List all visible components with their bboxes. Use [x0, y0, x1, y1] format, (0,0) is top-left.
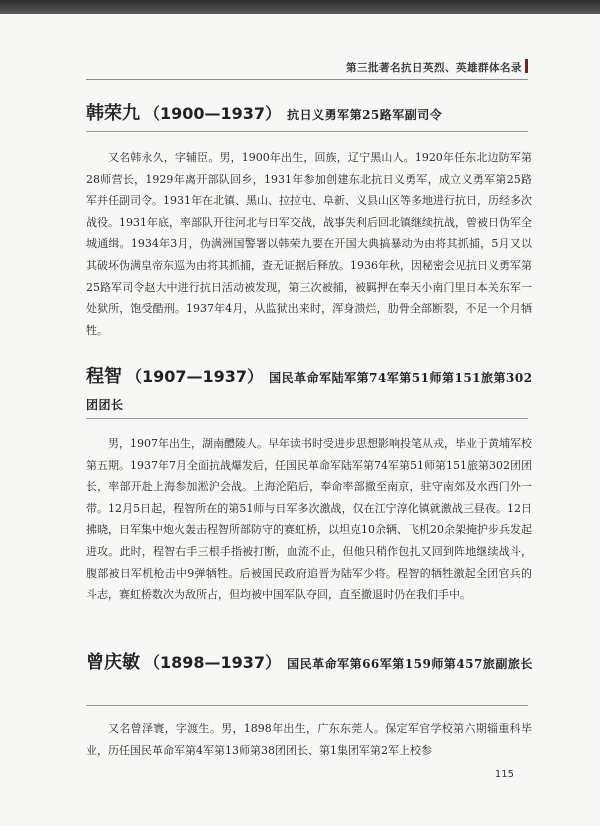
scan-top-edge: [0, 0, 600, 14]
entry-years: （1900—1937）: [144, 104, 282, 123]
entry-years: （1907—1937）: [126, 367, 264, 386]
running-header: 第三批著名抗日英烈、英雄群体名录: [346, 62, 522, 74]
entry-divider: [86, 418, 528, 419]
entry-heading: [86, 364, 536, 418]
entry-divider: [86, 705, 528, 706]
entry-name: 曾庆敏: [86, 652, 140, 673]
entry-heading: [86, 650, 536, 677]
entry-title: 国民革命军陆军第74军第51师第151旅第302团团长: [86, 371, 533, 412]
entry-biography: 又名韩永久，字辅臣。男，1900年出生，回族，辽宁黑山人。1920年任东北边防军第28师营长，1929年离开部队回乡，1931年参加创建东北抗日义勇军，成立义勇军第25路军并任副司令。1931年在北镇、黑山、拉拉屯、阜新、义县山区等多地进行抗日，历经多次战役。1931年底，率部队开往河北与日军交战，战事失利后回北镇继续抗战，曾被日伪军全城通缉。1934年3月，伪满洲国警署以韩荣九要在开国大典搞暴动为由将其抓捕，5月又以其破坏伪满皇帝东巡为由将其抓捕，查无证据后释放。1936年秋，因秘密会见抗日义勇军第25路军司令赵大中进行抗日活动被发现，第三次被捕，被羁押在奉天小南门里日本关东军一处狱所，饱受酷刑。1937年4月，从监狱出来时，浑身溃烂，肋骨全部断裂，不足一个月牺牲。: [86, 151, 532, 337]
entry-heading: [86, 99, 536, 125]
header-accent-mark: [525, 59, 528, 73]
entry-title: 国民革命军第66军第159师第457旅副旅长: [287, 657, 533, 671]
entry-years: （1898—1937）: [144, 653, 282, 672]
header-divider: [86, 79, 528, 80]
entry-biography: 又名曾泽寰，字渡生。男，1898年出生，广东东莞人。保定军官学校第六期辎重科毕业，历任国民革命军第4军第13师第38团团长、第1集团军第2军上校参: [86, 722, 532, 757]
entry-name: 程智: [86, 366, 122, 387]
entry-title: 抗日义勇军第25路军副司令: [287, 108, 443, 122]
entry-name: 韩荣九: [86, 103, 140, 124]
entry-biography: 男，1907年出生，湖南醴陵人。早年读书时受进步思想影响投笔从戎，毕业于黄埔军校第五期。1937年7月全面抗战爆发后，任国民革命军陆军第74军第51师第151旅第302团团长，率部开赴上海参加淞沪会战。上海沦陷后，奉命率部撤至南京，驻守南郊及水西门外一带。12月5日起，程智所在的第51师与日军多次激战，仅在江宁淳化镇就激战三昼夜。12日拂晓，日军集中炮火轰击程智所部防守的赛虹桥，以坦克10余辆、飞机20余架掩护步兵发起进攻。此时，程智右手三根手指被打断，血流不止，但他只稍作包扎又回到阵地继续战斗，腹部被日军机枪击中9弹牺牲。后被国民政府追晋为陆军少将。程智的牺牲激起全团官兵的斗志，赛虹桥数次为敌所占，但均被中国军队夺回，直至撤退时仍在我们手中。: [86, 437, 532, 602]
entry-divider: [86, 131, 528, 132]
page-number: 115: [494, 769, 514, 780]
